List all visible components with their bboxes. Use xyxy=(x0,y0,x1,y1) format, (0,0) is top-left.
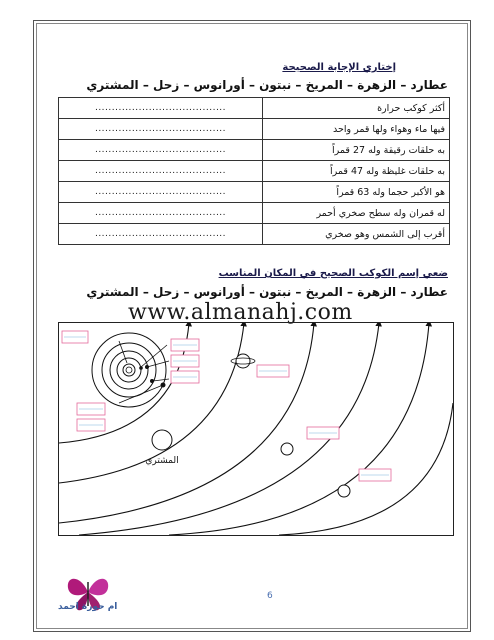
orbit-9 xyxy=(169,323,429,535)
label-box-1[interactable] xyxy=(62,331,88,343)
planet-jupiter xyxy=(152,430,172,450)
orbit-1 xyxy=(117,358,141,382)
orbit-4 xyxy=(92,333,166,407)
table-row xyxy=(59,119,450,140)
label-box-6[interactable] xyxy=(77,419,105,431)
table-row xyxy=(59,161,450,182)
label-box-8[interactable] xyxy=(307,427,339,439)
question-text: به حلقات غليظة وله 47 قمراً xyxy=(263,161,450,182)
table-row xyxy=(59,98,450,119)
orbits-svg xyxy=(59,323,453,535)
planet-uranus xyxy=(281,443,293,455)
questions-table xyxy=(58,97,450,245)
planet-saturn xyxy=(236,354,250,368)
solar-system-diagram xyxy=(58,322,454,536)
section2-title: ضعي إسم الكوكب الصحيح في المكان المناسب xyxy=(218,268,448,279)
question-text: هو الأكبر حجما وله 63 قمراً xyxy=(263,182,450,203)
answer-blank[interactable]: ....................................... xyxy=(59,224,263,245)
jupiter-label: المشتري xyxy=(145,456,179,466)
answer-blank[interactable]: ....................................... xyxy=(59,119,263,140)
question-text: فيها ماء وهواء ولها قمر واحد xyxy=(263,119,450,140)
page-number: 6 xyxy=(267,591,273,601)
label-box-5[interactable] xyxy=(77,403,105,415)
label-box-3[interactable] xyxy=(171,355,199,367)
answer-blank[interactable]: ....................................... xyxy=(59,161,263,182)
label-box-7[interactable] xyxy=(257,365,289,377)
logo-text: ام حورة احمد xyxy=(58,602,118,612)
section1-planets: عطارد – الزهرة – المريخ – نبتون – أورانوس – زحل – المشتري xyxy=(86,78,448,92)
answer-blank[interactable]: ....................................... xyxy=(59,182,263,203)
sun xyxy=(123,364,135,376)
label-box-4[interactable] xyxy=(171,371,199,383)
label-box-9[interactable] xyxy=(359,469,391,481)
section2-planets: عطارد – الزهرة – المريخ – نبتون – أورانوس – زحل – المشتري xyxy=(86,285,448,299)
label-box-2[interactable] xyxy=(171,339,199,351)
answer-blank[interactable]: ....................................... xyxy=(59,203,263,224)
question-text: أكثر كوكب حرارة xyxy=(263,98,450,119)
answer-blank[interactable]: ....................................... xyxy=(59,98,263,119)
table-row xyxy=(59,224,450,245)
orbit-2 xyxy=(110,351,148,389)
section1-title: إختاري الإجابة الصحيحة xyxy=(282,62,396,73)
table-row xyxy=(59,140,450,161)
question-text: أقرب إلى الشمس وهو صخري xyxy=(263,224,450,245)
table-row xyxy=(59,203,450,224)
answer-blank[interactable]: ....................................... xyxy=(59,140,263,161)
watermark: www.almanahj.com xyxy=(128,300,353,325)
planet-neptune xyxy=(338,485,350,497)
question-text: له قمران وله سطح صخري أحمر xyxy=(263,203,450,224)
question-text: به حلقات رقيقة وله 27 قمراً xyxy=(263,140,450,161)
table-row xyxy=(59,182,450,203)
